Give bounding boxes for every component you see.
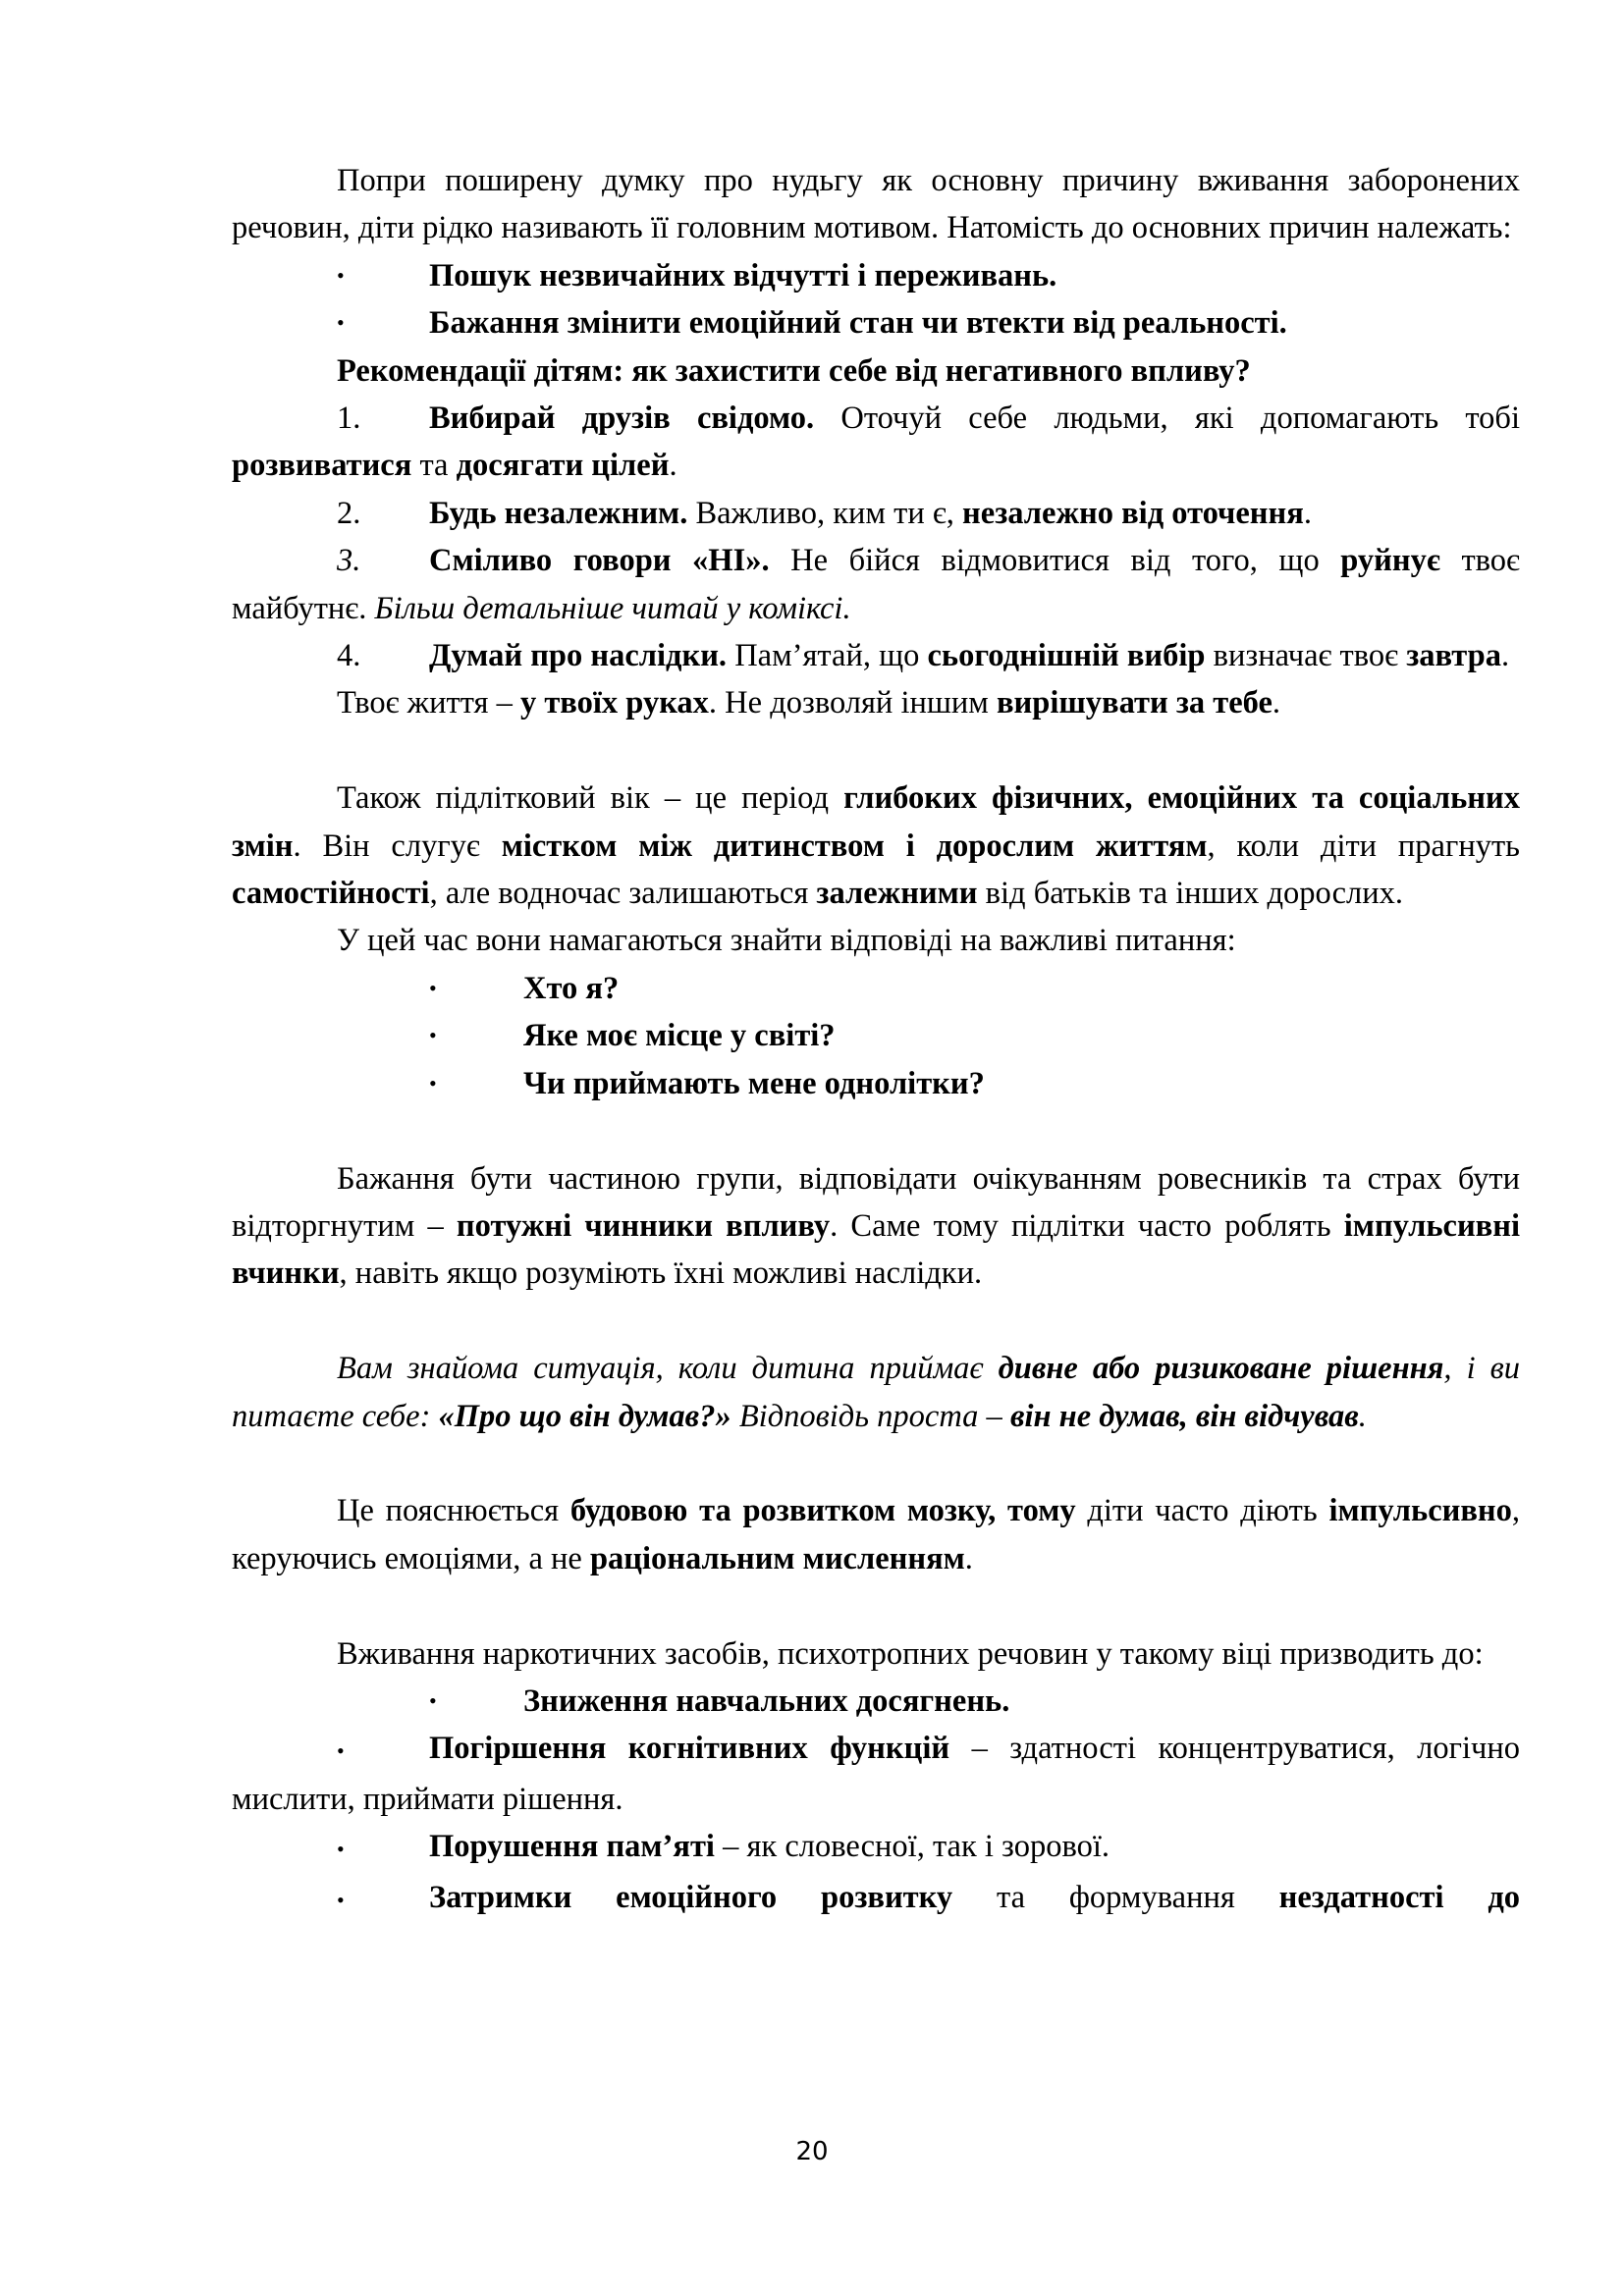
paragraph-questions-intro: У цей час вони намагаються знайти відповіді на важливі питання: xyxy=(337,923,1236,959)
paragraph-italic-quote: Вам знайома ситуація, коли дитина приймає дивне або ризиковане рішення, і ви питаєте себе: «Про що він думав?» Відповідь проста – він не думав, він відчував. xyxy=(232,1351,1520,1434)
spacer xyxy=(232,727,1520,774)
paragraph-intro: Попри поширену думку про нудьгу як основну причину вживання заборонених речовин, діти рідко називають її головним мотивом. Натомість до основних причин належать: xyxy=(232,163,1520,246)
list-item: • Бажання змінити емоційний стан чи втекти від реальності. xyxy=(232,299,1520,347)
numbered-item: 3. Сміливо говори «НІ». Не бійся відмовитися від того, що руйнує твоє майбутнє. Більш детальніше читай у коміксі. xyxy=(232,543,1520,626)
bullet-icon: • xyxy=(337,1738,345,1764)
numbered-item: 4. Думай про наслідки. Пам’ятай, що сьогоднішній вибір визначає твоє завтра. xyxy=(337,638,1510,674)
list-item: • Зниження навчальних досягнень. xyxy=(232,1678,1520,1725)
bullet-icon: • xyxy=(429,975,437,1000)
list-item: • Яке моє місце у світі? xyxy=(232,1012,1520,1059)
bullet-icon: • xyxy=(337,1837,345,1862)
spacer xyxy=(232,1582,1520,1629)
paragraph-peer-pressure: Бажання бути частиною групи, відповідати очікуванням ровесників та страх бути відторгнутим – потужні чинники впливу. Саме тому підлітки часто роблять імпульсивні вчинки, навіть якщо розуміють їхні можливі наслідки. xyxy=(232,1160,1520,1292)
bullet-icon: • xyxy=(429,1070,437,1095)
page-number: 20 xyxy=(795,2137,829,2166)
paragraph-brain: Це пояснюється будовою та розвитком мозку, тому діти часто діють імпульсивно, керуючись емоціями, а не раціональним мисленням. xyxy=(232,1493,1520,1576)
paragraph-adolescence: Також підлітковий вік – це період глибоких фізичних, емоційних та соціальних змін. Він слугує містком між дитинством і дорослим життям, коли діти прагнуть самостійності, але водночас залишаються залежними від батьків та інших дорослих. xyxy=(232,780,1520,912)
bullet-icon: • xyxy=(429,1023,437,1048)
list-item: • Погіршення когнітивних функцій – здатності концентруватися, логічно мислити, приймати рішення. xyxy=(232,1725,1520,1823)
list-item: • Чи приймають мене однолітки? xyxy=(232,1060,1520,1107)
spacer xyxy=(232,1298,1520,1345)
numbered-item: 2. Будь незалежним. Важливо, ким ти є, незалежно від оточення. xyxy=(337,495,1312,531)
paragraph-consequences-intro: Вживання наркотичних засобів, психотропних речовин у такому віці призводить до: xyxy=(337,1635,1484,1672)
section-heading: Рекомендації дітям: як захистити себе від негативного впливу? xyxy=(337,352,1251,389)
numbered-item: 1. Вибирай друзів свідомо. Оточуй себе людьми, які допомагають тобі розвиватися та досягати цілей. xyxy=(232,400,1520,484)
list-item: • Порушення пам’яті – як словесної, так і зорової. xyxy=(232,1823,1520,1873)
document-page xyxy=(232,157,1520,1924)
list-item: • Пошук незвичайних відчутті і переживань. xyxy=(232,252,1520,299)
list-item: • Хто я? xyxy=(232,965,1520,1012)
bullet-icon: • xyxy=(337,1887,345,1912)
bullet-icon: • xyxy=(429,1687,437,1713)
bullet-icon: • xyxy=(337,262,345,288)
closing-line: Твоє життя – у твоїх руках. Не дозволяй іншим вирішувати за тебе. xyxy=(337,685,1281,721)
list-item: • Затримки емоційного розвитку та формування нездатності до xyxy=(232,1874,1520,1924)
bullet-icon: • xyxy=(337,310,345,336)
spacer xyxy=(232,1107,1520,1154)
spacer xyxy=(232,1440,1520,1487)
